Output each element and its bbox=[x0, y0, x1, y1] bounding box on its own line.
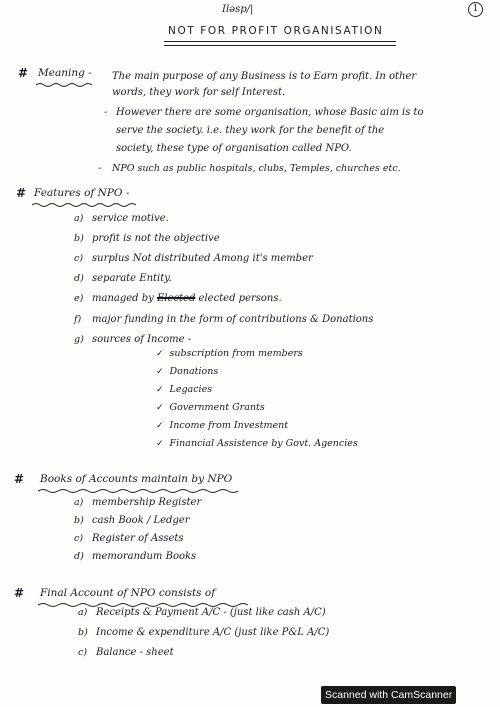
source-item: ✓ Financial Assistence by Govt. Agencies bbox=[156, 438, 358, 449]
features-heading: Features of NPO - bbox=[34, 187, 130, 199]
features-hash: # bbox=[16, 186, 27, 200]
feature-item: c) surplus Not distributed Among it's member bbox=[74, 253, 313, 264]
meaning-line-4: serve the society. i.e. they work for the benefit of the bbox=[116, 125, 385, 136]
meaning-hash: # bbox=[18, 66, 29, 80]
meaning-line-1: The main purpose of any Business is to Earn profit. In other bbox=[112, 71, 417, 82]
source-item: ✓ Donations bbox=[156, 366, 219, 377]
source-item: ✓ Legacies bbox=[156, 384, 213, 395]
books-hash: # bbox=[14, 472, 25, 486]
page-number: 1 bbox=[468, 2, 483, 17]
title-underline bbox=[164, 41, 396, 46]
page-title: NOT FOR PROFIT ORGANISATION bbox=[168, 25, 384, 37]
features-underline bbox=[32, 202, 136, 208]
book-item: c) Register of Assets bbox=[74, 533, 184, 544]
scanner-watermark: Scanned with CamScanner bbox=[321, 686, 456, 704]
meaning-line-5: society, these type of organisation called NPO. bbox=[116, 143, 352, 154]
books-heading: Books of Accounts maintain by NPO bbox=[40, 473, 233, 485]
meaning-line-2: words, they work for self Interest. bbox=[112, 87, 286, 98]
final-item: c) Balance - sheet bbox=[78, 647, 174, 658]
check-icon: ✓ bbox=[156, 367, 164, 377]
check-icon: ✓ bbox=[156, 403, 164, 413]
check-icon: ✓ bbox=[156, 439, 164, 449]
meaning-heading: Meaning - bbox=[38, 67, 92, 79]
final-item: a) Receipts & Payment A/C - (just like cash A/C) bbox=[78, 607, 326, 618]
source-item: ✓ Income from Investment bbox=[156, 420, 289, 431]
feature-item: e) managed by Elected elected persons. bbox=[74, 293, 282, 304]
book-item: d) memorandum Books bbox=[74, 551, 197, 562]
source-item: ✓ Government Grants bbox=[156, 402, 265, 413]
final-item: b) Income & expenditure A/C (just like P&L A/C) bbox=[78, 627, 330, 638]
meaning-bullet-1: - bbox=[104, 107, 108, 118]
feature-item: f) major funding in the form of contributions & Donations bbox=[74, 314, 374, 325]
meaning-line-6: NPO such as public hospitals, clubs, Temples, churches etc. bbox=[112, 163, 401, 174]
book-item: a) membership Register bbox=[74, 497, 202, 508]
feature-item: g) sources of Income - bbox=[74, 334, 192, 345]
final-heading: Final Account of NPO consists of bbox=[40, 587, 216, 599]
feature-item: a) service motive. bbox=[74, 213, 169, 224]
meaning-bullet-2: - bbox=[98, 163, 102, 174]
check-icon: ✓ bbox=[156, 349, 164, 359]
feature-item: d) separate Entity. bbox=[74, 273, 172, 284]
feature-item: b) profit is not the objective bbox=[74, 233, 220, 244]
top-mark: Iləsp/| bbox=[222, 4, 254, 15]
check-icon: ✓ bbox=[156, 421, 164, 431]
meaning-underline bbox=[36, 82, 94, 88]
struck-word: Elected bbox=[156, 293, 196, 304]
source-item: ✓ subscription from members bbox=[156, 348, 303, 359]
check-icon: ✓ bbox=[156, 385, 164, 395]
book-item: b) cash Book / Ledger bbox=[74, 515, 190, 526]
meaning-line-3: However there are some organisation, whose Basic aim is to bbox=[116, 107, 424, 118]
final-hash: # bbox=[14, 586, 25, 600]
